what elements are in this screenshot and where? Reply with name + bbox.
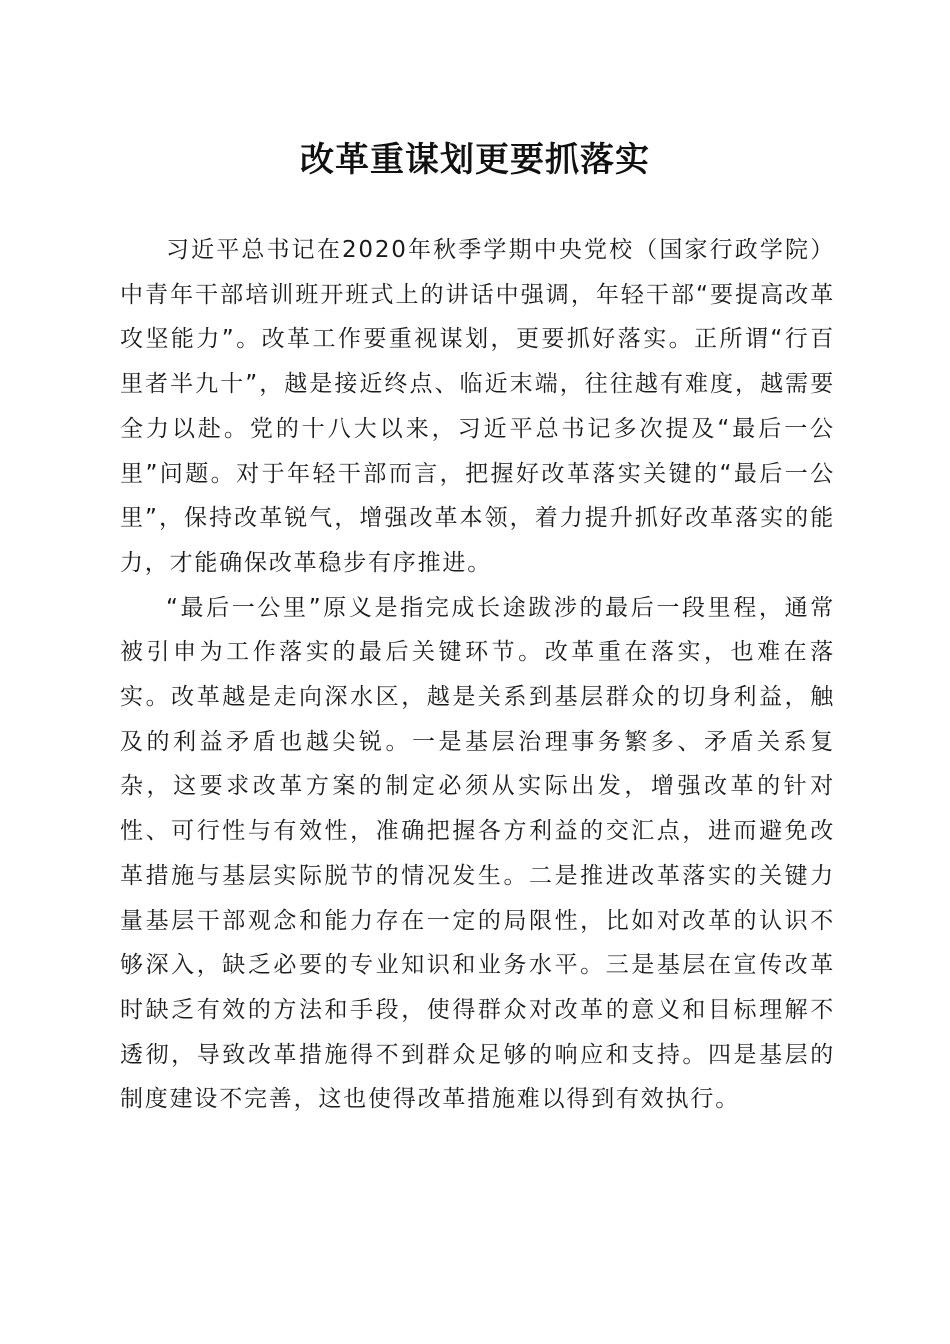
document-body — [120, 228, 835, 1122]
document-title: 改革重谋划更要抓落实 — [300, 140, 650, 180]
paragraph-2: “最后一公里”原义是指完成长途跋涉的最后一段里程，通常被引申为工作落实的最后关键环节。改革重在落实，也难在落实。改革越是走向深水区，越是关系到基层群众的切身利益，触及的利益矛盾也越尖锐。一是基层治理事务繁多、矛盾关系复杂，这要求改革方案的制定必须从实际出发，增强改革的针对性、可行性与有效性，准确把握各方利益的交汇点，进而避免改革措施与基层实际脱节的情况发生。二是推进改革落实的关键力量基层干部观念和能力存在一定的局限性，比如对改革的认识不够深入，缺乏必要的专业知识和业务水平。三是基层在宣传改革时缺乏有效的方法和手段，使得群众对改革的意义和目标理解不透彻，导致改革措施得不到群众足够的响应和支持。四是基层的制度建设不完善，这也使得改革措施难以得到有效执行。 — [120, 594, 835, 1113]
paragraph-1: 习近平总书记在2020年秋季学期中央党校（国家行政学院）中青年干部培训班开班式上的讲话中强调，年轻干部“要提高改革攻坚能力”。改革工作要重视谋划，更要抓好落实。正所谓“行百里者半九十”，越是接近终点、临近末端，往往越有难度，越需要全力以赴。党的十八大以来，习近平总书记多次提及“最后一公里”问题。对于年轻干部而言，把握好改革落实关键的“最后一公里”，保持改革锐气，增强改革本领，着力提升抓好改革落实的能力，才能确保改革稳步有序推进。 — [120, 237, 835, 576]
